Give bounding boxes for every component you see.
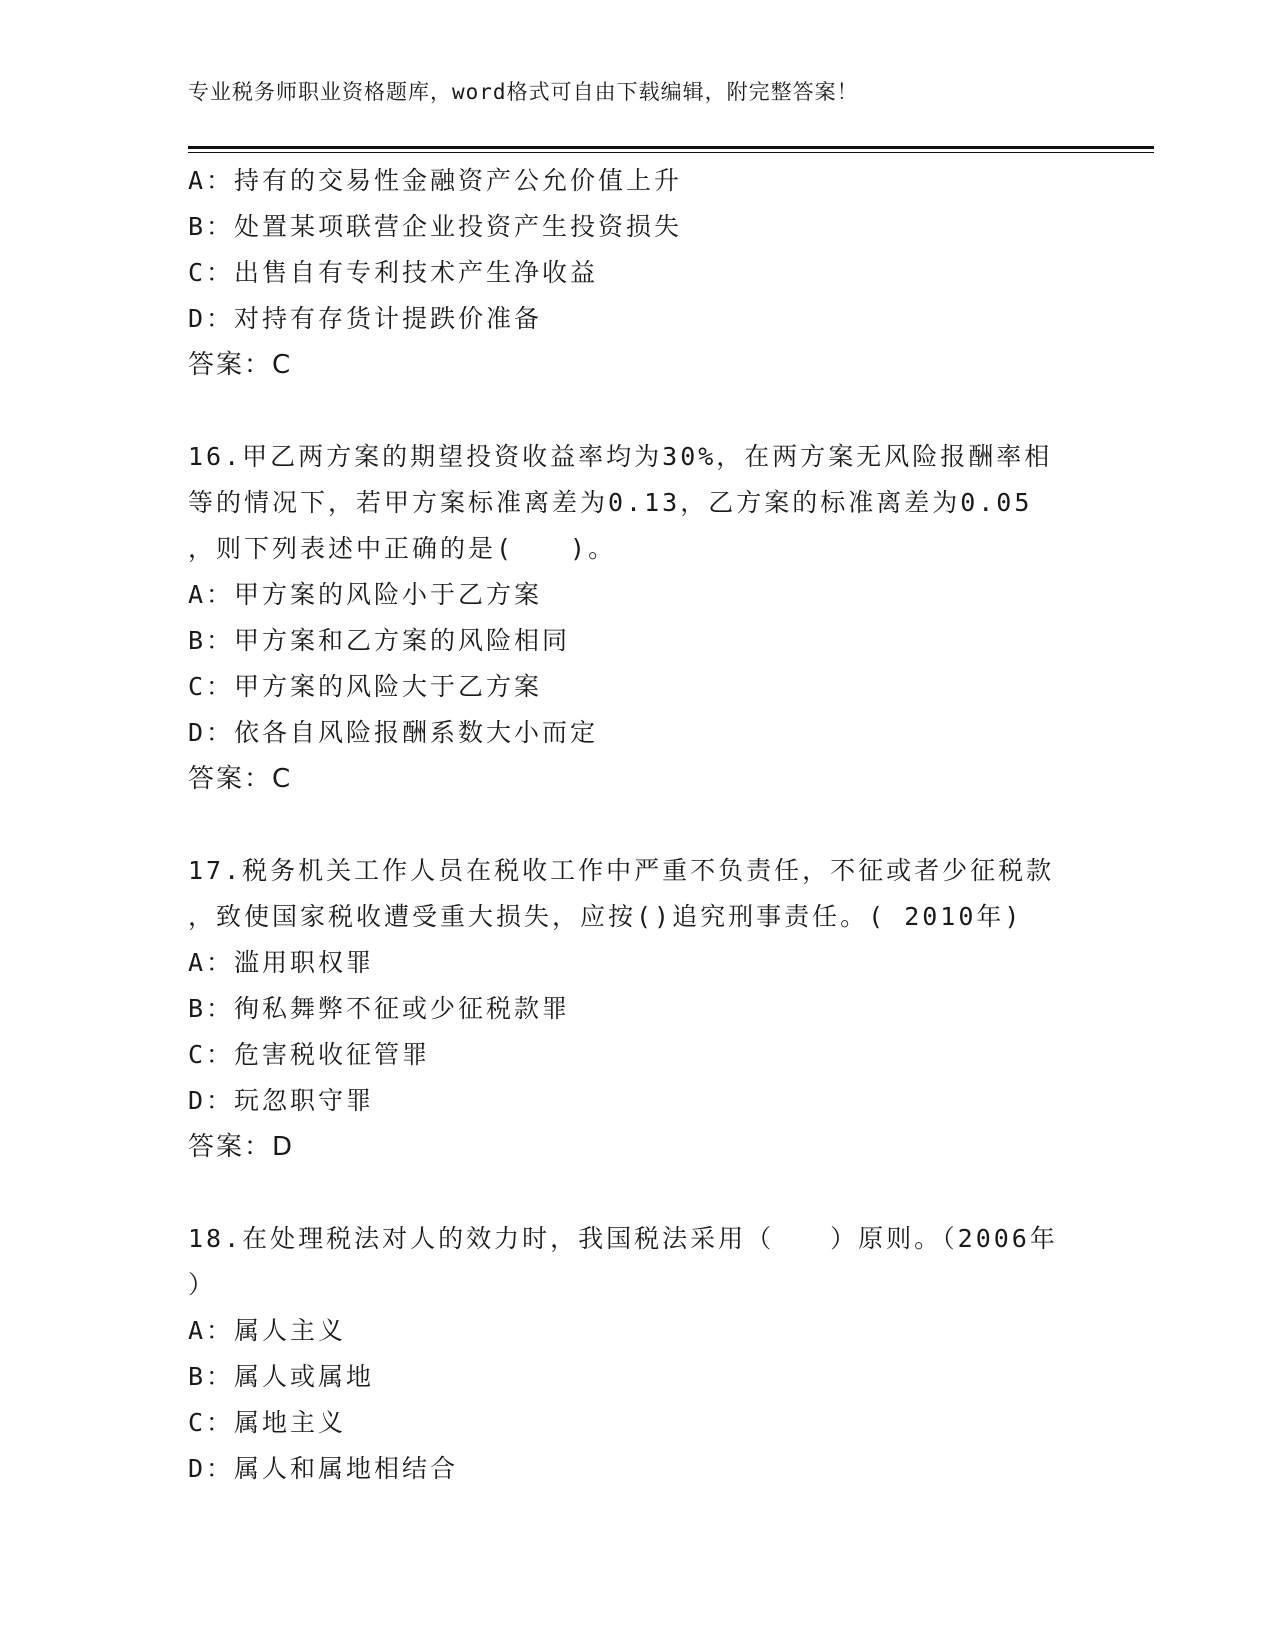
question-stem: 等的情况下，若甲方案标准离差为0.13，乙方案的标准离差为0.05 bbox=[188, 488, 1033, 517]
header-rule-thin bbox=[188, 152, 1154, 153]
option-c: C：出售自有专利技术产生净收益 bbox=[188, 258, 599, 287]
header-rule-thick bbox=[188, 146, 1154, 149]
option-b: B：处置某项联营企业投资产生投资损失 bbox=[188, 212, 683, 241]
option-b: B：属人或属地 bbox=[188, 1362, 375, 1391]
option-d: D：依各自风险报酬系数大小而定 bbox=[188, 718, 599, 747]
question-stem: ，致使国家税收遭受重大损失，应按()追究刑事责任。( 2010年) bbox=[188, 902, 1023, 931]
answer-line: 答案：C bbox=[188, 350, 293, 380]
spacer bbox=[188, 388, 1088, 434]
spacer bbox=[188, 1170, 1088, 1216]
answer-line: 答案：D bbox=[188, 1132, 295, 1162]
question-list bbox=[188, 158, 1088, 1492]
spacer bbox=[188, 802, 1088, 848]
question-stem: ，则下列表述中正确的是( )。 bbox=[188, 534, 617, 563]
option-a: A：属人主义 bbox=[188, 1316, 347, 1345]
option-a: A：滥用职权罪 bbox=[188, 948, 375, 977]
option-c: C：甲方案的风险大于乙方案 bbox=[188, 672, 543, 701]
option-d: D：玩忽职守罪 bbox=[188, 1086, 375, 1115]
option-b: B：徇私舞弊不征或少征税款罪 bbox=[188, 994, 571, 1023]
question-15-tail bbox=[188, 158, 1088, 388]
question-17 bbox=[188, 848, 1088, 1170]
question-stem: ） bbox=[188, 1270, 217, 1299]
question-stem: 18.在处理税法对人的效力时，我国税法采用（ ）原则。（2006年 bbox=[188, 1224, 1058, 1253]
option-d: D：属人和属地相结合 bbox=[188, 1454, 459, 1483]
page-header: 专业税务师职业资格题库，word格式可自由下载编辑，附完整答案！ bbox=[188, 80, 859, 104]
question-stem: 16.甲乙两方案的期望投资收益率均为30%，在两方案无风险报酬率相 bbox=[188, 442, 1053, 471]
answer-line: 答案：C bbox=[188, 764, 293, 794]
option-d: D：对持有存货计提跌价准备 bbox=[188, 304, 543, 333]
option-b: B：甲方案和乙方案的风险相同 bbox=[188, 626, 571, 655]
option-c: C：属地主义 bbox=[188, 1408, 347, 1437]
option-a: A：甲方案的风险小于乙方案 bbox=[188, 580, 543, 609]
question-18 bbox=[188, 1216, 1088, 1492]
option-a: A：持有的交易性金融资产公允价值上升 bbox=[188, 166, 683, 195]
option-c: C：危害税收征管罪 bbox=[188, 1040, 431, 1069]
question-stem: 17.税务机关工作人员在税收工作中严重不负责任，不征或者少征税款 bbox=[188, 856, 1055, 885]
question-16 bbox=[188, 434, 1088, 802]
